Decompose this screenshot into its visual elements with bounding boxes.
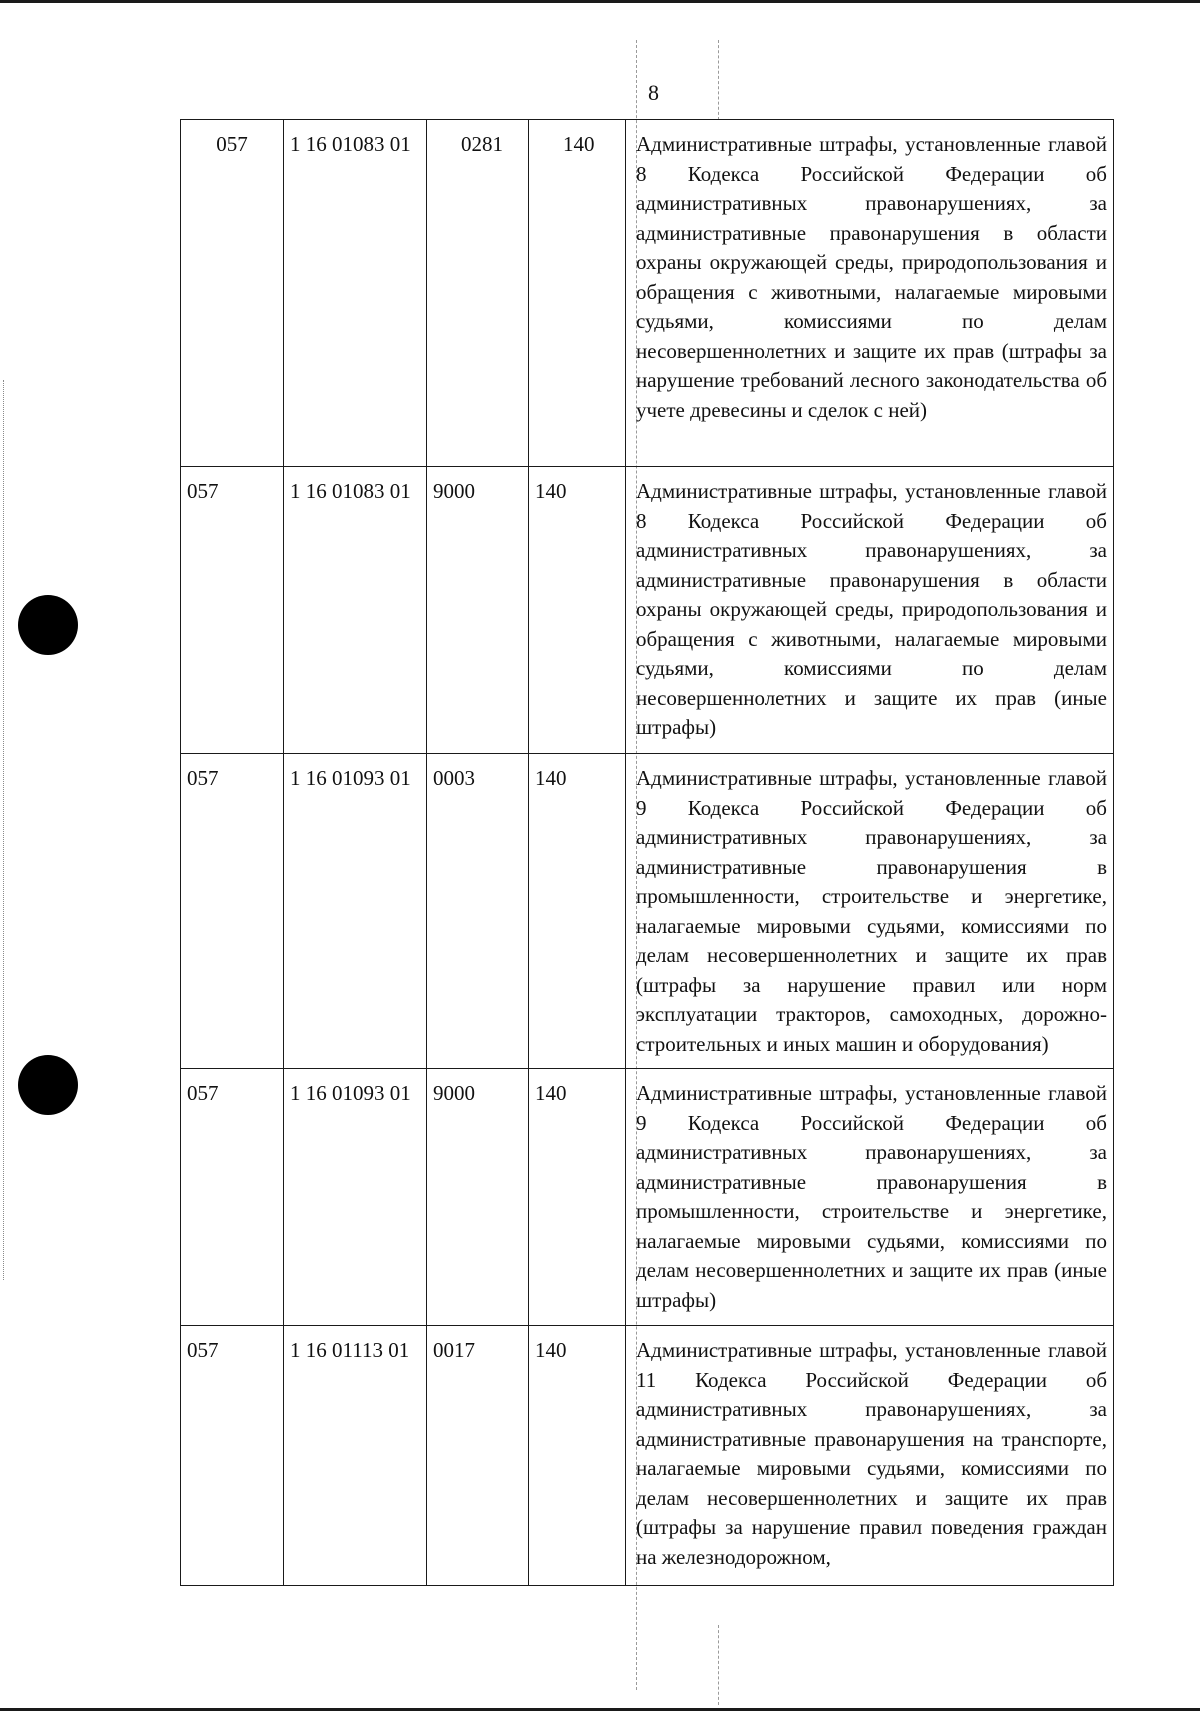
- subtype-code-cell: 9000: [427, 1069, 529, 1326]
- classification-code-cell: 140: [529, 467, 626, 754]
- classification-code-cell: 140: [529, 120, 626, 467]
- classification-code-cell: 140: [529, 1326, 626, 1586]
- top-page-border: [0, 0, 1200, 3]
- subtype-code-cell: 0281: [427, 120, 529, 467]
- administrator-code-cell: 057: [181, 1326, 284, 1586]
- income-description-cell: Административные штрафы, установленные главой 8 Кодекса Российской Федерации об административных правонарушениях, за административные правонарушения в области охраны окружающей среды, природопользования и обращения с животными, налагаемые мировыми судьями, комиссиями по делам несовершеннолетних и защите их прав (штрафы за нарушение требований лесного законодательства об учете древесины и сделок с ней): [626, 120, 1114, 467]
- income-description-cell: Административные штрафы, установленные главой 8 Кодекса Российской Федерации об административных правонарушениях, за административные правонарушения в области охраны окружающей среды, природопользования и обращения с животными, налагаемые мировыми судьями, комиссиями по делам несовершеннолетних и защите их прав (иные штрафы): [626, 467, 1114, 754]
- classification-code-cell: 140: [529, 1069, 626, 1326]
- table-row: [181, 754, 1114, 1069]
- administrator-code-cell: 057: [181, 120, 284, 467]
- administrator-code-cell: 057: [181, 1069, 284, 1326]
- bottom-page-border: [0, 1708, 1200, 1711]
- table-row: [181, 467, 1114, 754]
- subtype-code-cell: 0003: [427, 754, 529, 1069]
- income-code-cell: 1 16 01083 01: [284, 120, 427, 467]
- subtype-code-cell: 9000: [427, 467, 529, 754]
- administrator-code-cell: 057: [181, 467, 284, 754]
- scan-fold-line-bottom: [718, 1625, 719, 1705]
- income-code-cell: 1 16 01083 01: [284, 467, 427, 754]
- income-code-cell: 1 16 01093 01: [284, 754, 427, 1069]
- table-row: [181, 1326, 1114, 1586]
- table-row: [181, 120, 1114, 467]
- budget-codes-table: [180, 119, 1114, 1586]
- subtype-code-cell: 0017: [427, 1326, 529, 1586]
- income-description-cell: Административные штрафы, установленные главой 11 Кодекса Российской Федерации об административных правонарушениях, за административные правонарушения на транспорте, налагаемые мировыми судьями, комиссиями по делам несовершеннолетних и защите их прав (штрафы за нарушение правил поведения граждан на железнодорожном,: [626, 1326, 1114, 1586]
- page-number: 8: [648, 80, 659, 105]
- table-row: [181, 1069, 1114, 1326]
- scan-fold-line-top: [718, 40, 719, 120]
- income-description-cell: Административные штрафы, установленные главой 9 Кодекса Российской Федерации об административных правонарушениях, за административные правонарушения в промышленности, строительстве и энергетике, налагаемые мировыми судьями, комиссиями по делам несовершеннолетних и защите их прав (штрафы за нарушение правил или норм эксплуатации тракторов, самоходных, дорожно-строительных и иных машин и оборудования): [626, 754, 1114, 1069]
- income-code-cell: 1 16 01113 01: [284, 1326, 427, 1586]
- income-code-cell: 1 16 01093 01: [284, 1069, 427, 1326]
- classification-code-cell: 140: [529, 754, 626, 1069]
- administrator-code-cell: 057: [181, 754, 284, 1069]
- income-description-cell: Административные штрафы, установленные главой 9 Кодекса Российской Федерации об административных правонарушениях, за административные правонарушения в промышленности, строительстве и энергетике, налагаемые мировыми судьями, комиссиями по делам несовершеннолетних и защите их прав (иные штрафы): [626, 1069, 1114, 1326]
- punch-hole-lower: [18, 1055, 78, 1115]
- punch-hole-upper: [18, 595, 78, 655]
- left-page-edge: [3, 380, 4, 1280]
